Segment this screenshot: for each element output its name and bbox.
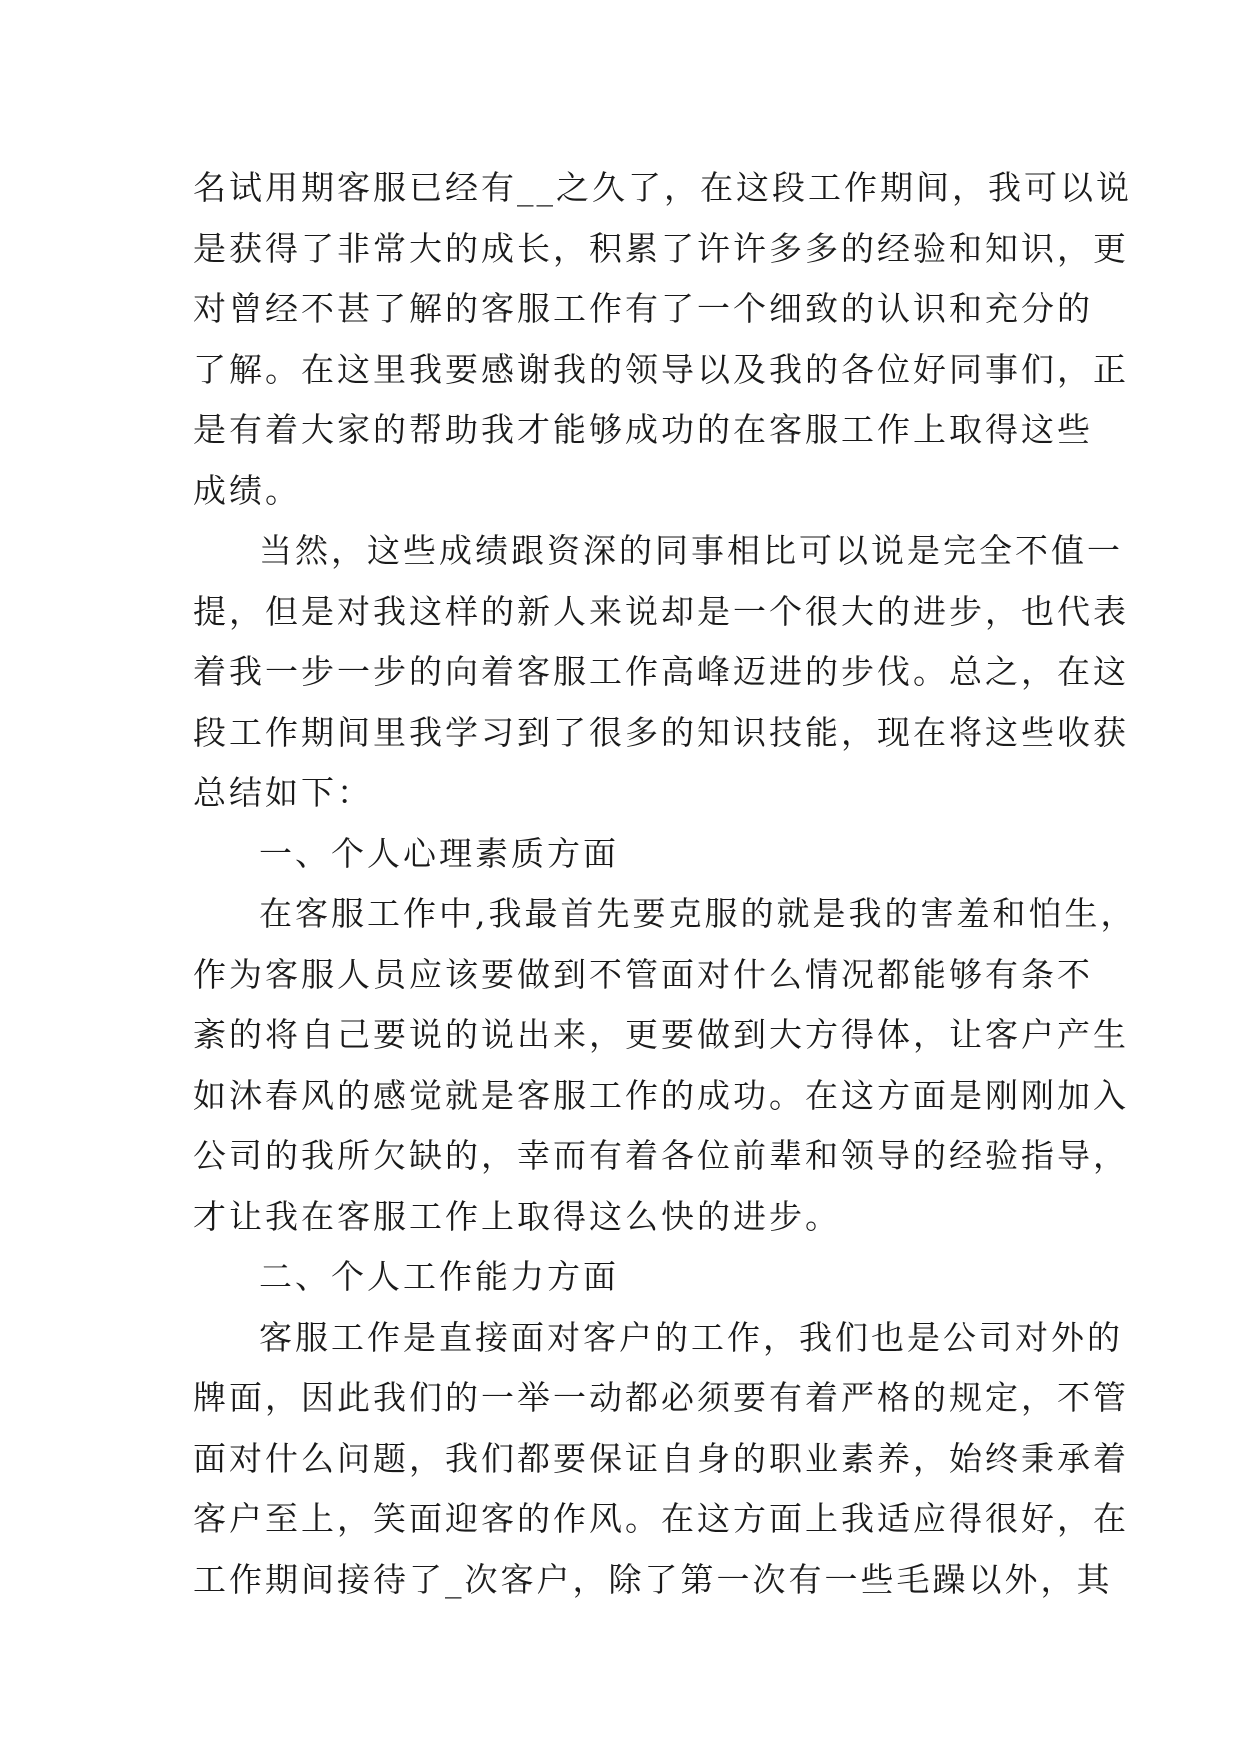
text-line: 段工作期间里我学习到了很多的知识技能，现在将这些收获 xyxy=(193,712,1129,752)
text-line: 名试用期客服已经有__之久了，在这段工作期间，我可以说 xyxy=(193,168,1132,207)
text-line: 紊的将自己要说的说出来，更要做到大方得体，让客户产生 xyxy=(193,1015,1129,1054)
text-line: 对曾经不甚了解的客服工作有了一个细致的认识和充分的 xyxy=(193,289,1093,328)
text-line: 着我一步一步的向着客服工作高峰迈进的步伐。总之，在这 xyxy=(193,652,1129,691)
text-line: 工作期间接待了_次客户，除了第一次有一些毛躁以外，其 xyxy=(193,1559,1113,1599)
text-line: 是有着大家的帮助我才能够成功的在客服工作上取得这些 xyxy=(193,410,1093,449)
text-line: 成绩。 xyxy=(193,470,301,510)
paragraph-start-line: 当然，这些成绩跟资深的同事相比可以说是完全不值一 xyxy=(259,531,1123,570)
text-line: 提，但是对我这样的新人来说却是一个很大的进步，也代表 xyxy=(193,591,1129,631)
text-line: 面对什么问题，我们都要保证自身的职业素养，始终秉承着 xyxy=(193,1438,1129,1478)
text-line: 了解。在这里我要感谢我的领导以及我的各位好同事们，正 xyxy=(193,349,1129,389)
text-line: 如沐春风的感觉就是客服工作的成功。在这方面是刚刚加入 xyxy=(193,1075,1129,1115)
text-line: 客户至上，笑面迎客的作风。在这方面上我适应得很好，在 xyxy=(193,1499,1129,1538)
paragraph-start-line: 客服工作是直接面对客户的工作，我们也是公司对外的 xyxy=(259,1317,1123,1357)
section-heading-2: 二、个人工作能力方面 xyxy=(259,1257,619,1296)
text-line: 公司的我所欠缺的，幸而有着各位前辈和领导的经验指导， xyxy=(193,1136,1129,1175)
text-line: 总结如下： xyxy=(193,773,373,812)
text-line: 牌面，因此我们的一举一动都必须要有着严格的规定，不管 xyxy=(193,1378,1129,1417)
text-line: 是获得了非常大的成长，积累了许许多多的经验和知识，更 xyxy=(193,228,1129,268)
section-heading-1: 一、个人心理素质方面 xyxy=(259,833,619,873)
document-body xyxy=(193,158,1137,1610)
text-line: 才让我在客服工作上取得这么快的进步。 xyxy=(193,1196,841,1236)
text-line: 作为客服人员应该要做到不管面对什么情况都能够有条不 xyxy=(193,954,1093,994)
paragraph-start-line: 在客服工作中,我最首先要克服的就是我的害羞和怕生， xyxy=(259,894,1137,933)
